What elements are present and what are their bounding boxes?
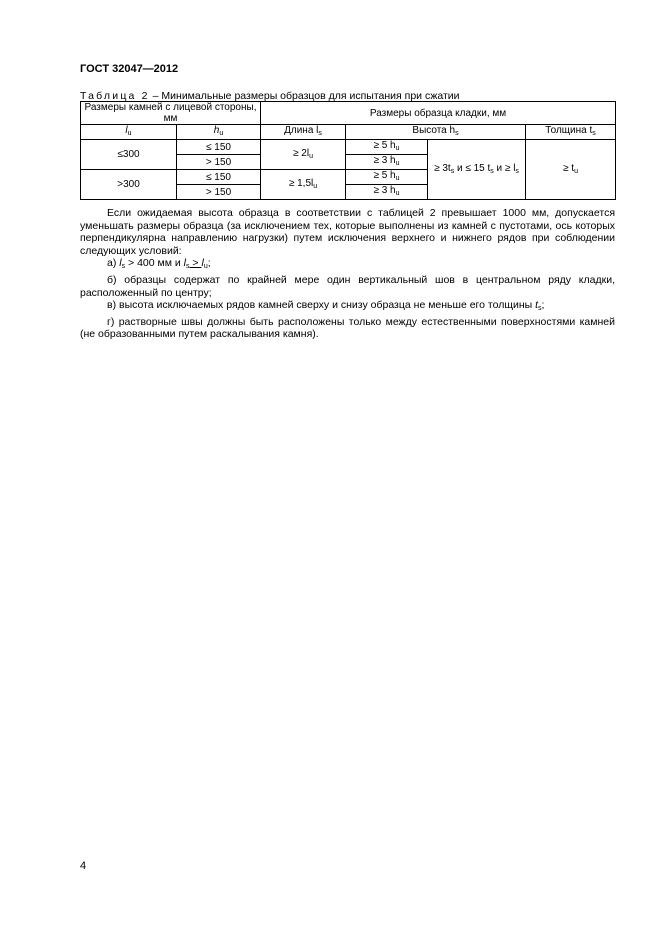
row2-length: ≥ $1,5l_u$ — [261, 170, 346, 200]
intro-paragraph: Если ожидаемая высота образца в соответствии с таблицей 2 превышает 1000 мм, допускается уменьшать размеры образца (за исключением тех, которые выполнены из камней с пустотами, ось которых перпендикулярна направлению нагрузки) путем исключения верхнего и нижнего рядов при соблюдении следующих условий: — [80, 207, 615, 257]
col-header-lu: $l_u$ — [81, 125, 177, 140]
col-header-thickness: Толщина $t_s$ — [526, 125, 616, 140]
condition-b: б) образцы содержат по крайней мере один вертикальный шов в центральном ряду кладки, расположенный по центру; — [80, 273, 615, 299]
row2-lu: >300 — [81, 170, 177, 200]
table-caption-text: – Минимальные размеры образцов для испытания при сжатии — [149, 90, 460, 102]
row1-hu-a: ≤ 150 — [177, 140, 261, 155]
height-common: ≥ $3t_s$ и ≤ 15 $t_s$ $и \ge l_s$ — [428, 140, 526, 200]
col-header-hu: $h_u$ — [177, 125, 261, 140]
row1-height-b: ≥ 3 $h_u$ — [346, 155, 428, 170]
row1-hu-b: > 150 — [177, 155, 261, 170]
condition-d: г) растворные швы должны быть расположены только между естественными поверхностями камней (не образованными путем раскалывания камня). — [80, 315, 615, 341]
col-header-height: Высота $h_s$ — [346, 125, 526, 140]
condition-a: а) $l_s > 400$ мм и $l_s > l_u$; — [107, 257, 211, 271]
row1-height-a: ≥ 5 $h_u$ — [346, 140, 428, 155]
row1-length: ≥ $2l_u$ — [261, 140, 346, 170]
specimen-size-table — [80, 101, 616, 200]
body-text — [80, 207, 615, 341]
condition-c: в) высота исключаемых рядов камней сверху и снизу образца не меньше его толщины $t_s$; — [107, 299, 545, 313]
row2-hu-a: ≤ 150 — [177, 170, 261, 185]
table-caption-label: Таблица 2 — [80, 90, 150, 102]
row2-height-a: ≥ 5 $h_u$ — [346, 170, 428, 185]
header-stone-sizes: Размеры камней с лицевой стороны, мм — [81, 102, 261, 125]
header-masonry-sizes: Размеры образца кладки, мм — [261, 102, 616, 125]
col-header-length: Длина $l_s$ — [261, 125, 346, 140]
row1-lu: ≤300 — [81, 140, 177, 170]
row2-height-b: ≥ 3 $h_u$ — [346, 185, 428, 200]
thickness-common: ≥ $t_u$ — [526, 140, 616, 200]
document-code: ГОСТ 32047—2012 — [80, 63, 179, 75]
row2-hu-b: > 150 — [177, 185, 261, 200]
page-number: 4 — [80, 860, 87, 872]
